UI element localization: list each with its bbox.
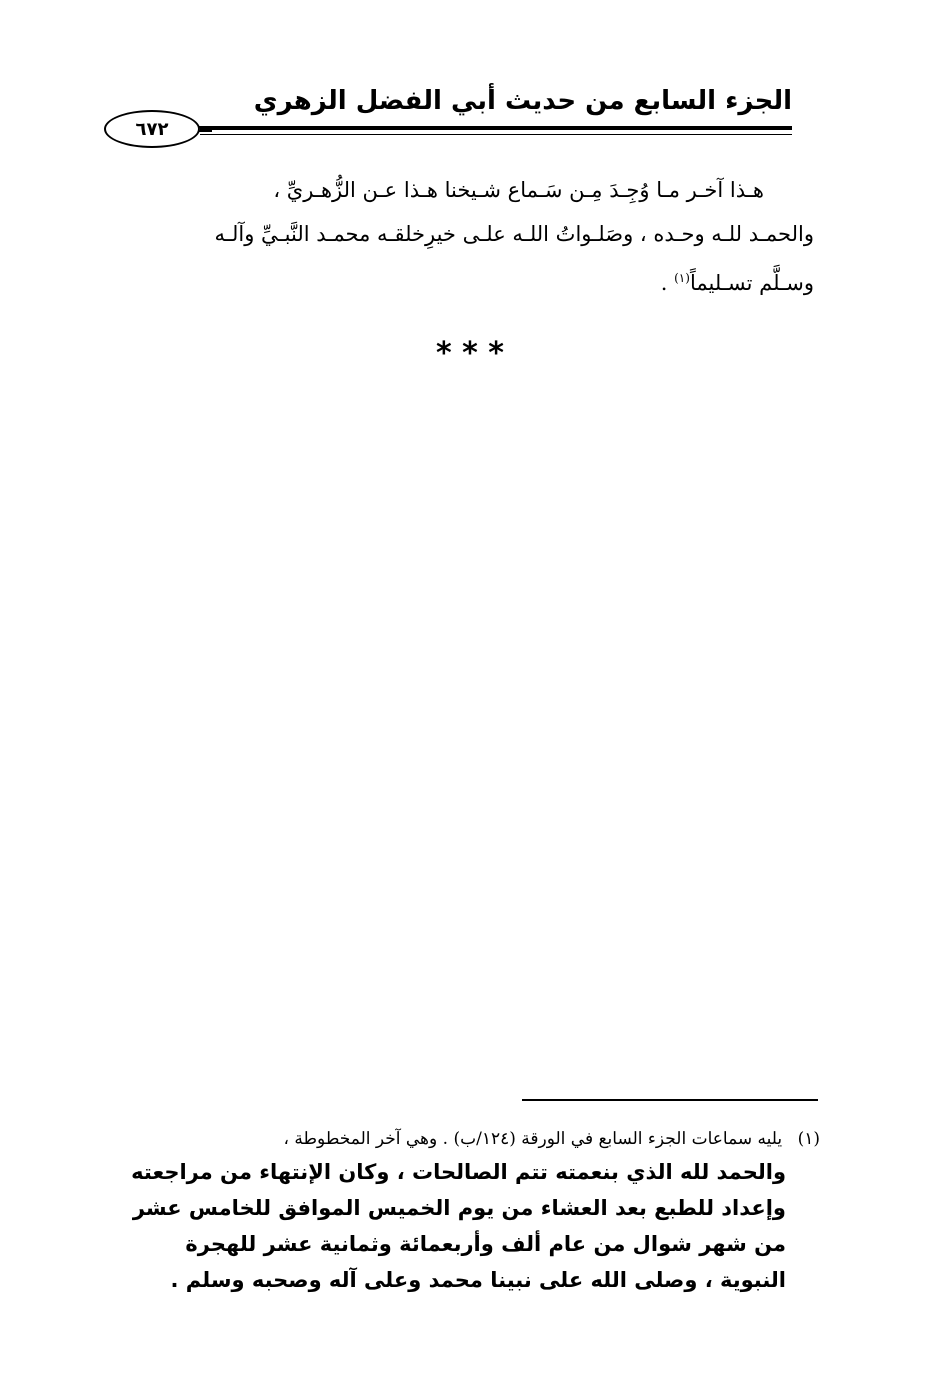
footnote-reference: (١) bbox=[674, 271, 690, 285]
footnote-number: (١) bbox=[797, 1129, 820, 1149]
footnote-bold-line-4: النبوية ، وصلى الله على نبينا محمد وعلى آله وصحبه وسلم . bbox=[170, 1268, 786, 1292]
main-text bbox=[108, 168, 814, 305]
footnote-bold-line-3: من شهر شوال من عام ألف وأربعمائة وثمانية عشر للهجرة bbox=[185, 1232, 786, 1256]
footnote bbox=[108, 1124, 820, 1298]
body-line-3 bbox=[108, 256, 814, 305]
body-line-2: والحمـد للـه وحـده ، وصَلـواتُ اللـه علـى خيرِخلقـه محمـد النَّبـيِّ وآلـه bbox=[214, 222, 814, 246]
page-number: ٦٧٢ bbox=[135, 118, 169, 140]
header-rule-thick bbox=[200, 126, 792, 130]
footnote-bold-line-1: والحمد لله الذي بنعمته تتم الصالحات ، وكان الإنتهاء من مراجعته bbox=[131, 1160, 786, 1184]
body-line-3-end: . bbox=[660, 271, 675, 295]
body-line-1: هـذا آخـر مـا وُجِـدَ مِـن سَـماع شـيخنا هـذا عـن الزُّهـريِّ ، bbox=[273, 178, 764, 202]
header-rule-thin bbox=[200, 134, 792, 135]
page-number-badge bbox=[104, 110, 200, 148]
separator-stars: * * * bbox=[436, 336, 504, 371]
footnote-text: يليه سماعات الجزء السابع في الورقة (١٢٤/ب) . وهي آخر المخطوطة ، bbox=[283, 1129, 783, 1149]
body-line-3-text: وسـلَّم تسـليماً bbox=[689, 271, 814, 295]
footnote-rule bbox=[522, 1099, 818, 1101]
running-header-title: الجزء السابع من حديث أبي الفضل الزهري bbox=[253, 86, 792, 116]
footnote-bold-line-2: وإعداد للطبع بعد العشاء من يوم الخميس الموافق للخامس عشر bbox=[132, 1196, 786, 1220]
footnote-line-1 bbox=[108, 1124, 820, 1154]
section-separator bbox=[0, 336, 940, 371]
footnote-bold-text bbox=[108, 1154, 820, 1298]
